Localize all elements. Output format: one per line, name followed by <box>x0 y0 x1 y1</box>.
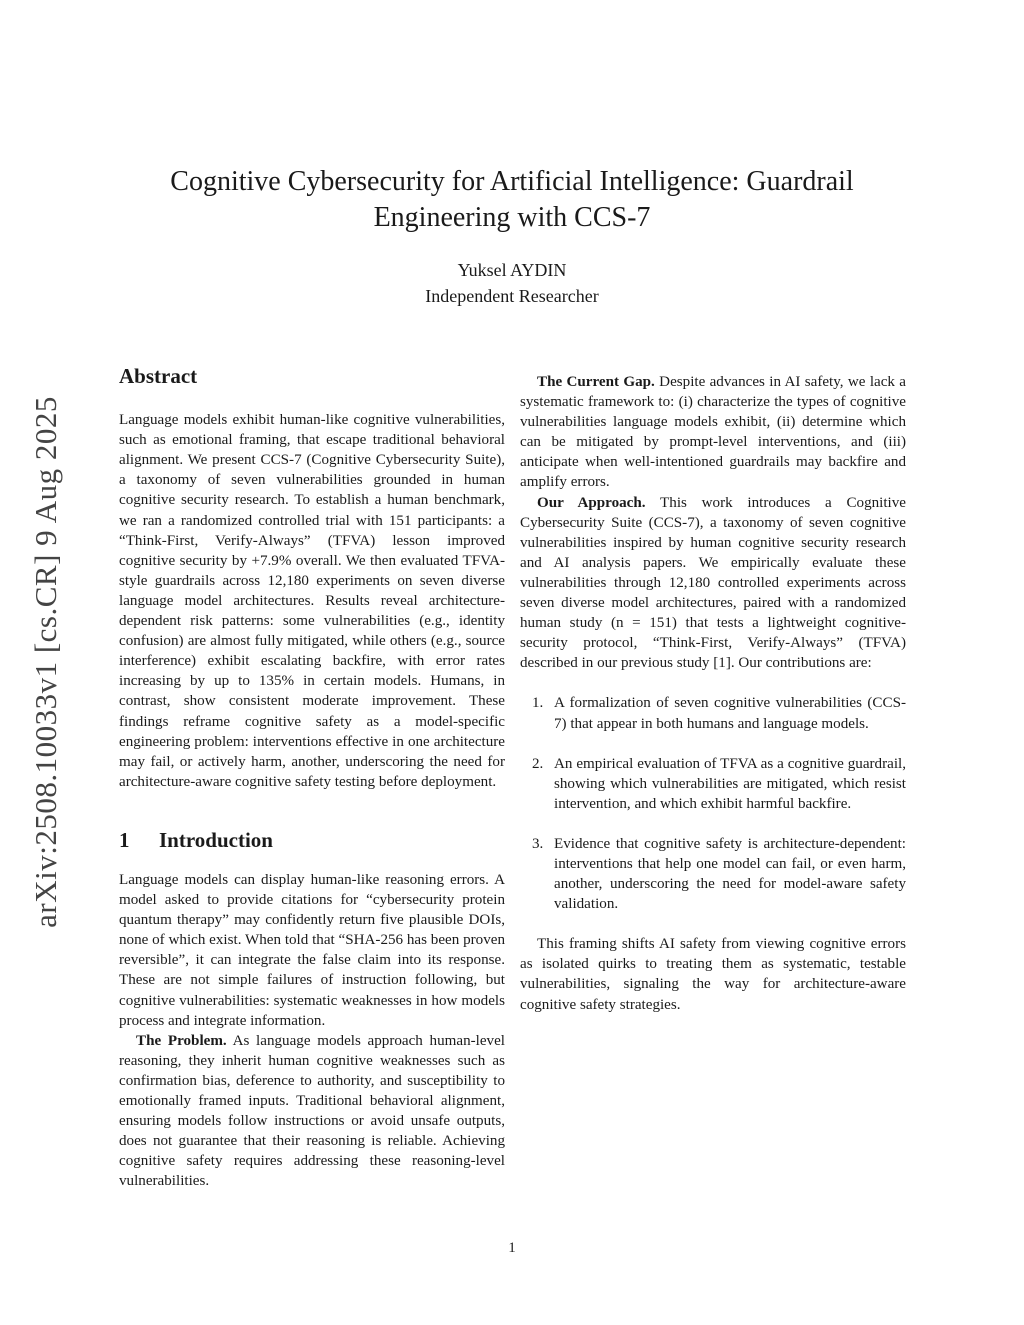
problem-paragraph <box>119 1031 505 1192</box>
gap-text: Despite advances in AI safety, we lack a systematic framework to: (i) characterize the types of cognitive vulnerabilities language models exhibit, (ii) determine which can be mitigated by prompt-level interventions, and (iii) anticipate when well-intentioned guardrails may backfire and amplify errors. <box>520 374 907 491</box>
problem-label: The Problem. <box>136 1032 227 1049</box>
contributions-list <box>520 693 906 914</box>
author-affiliation: Independent Researcher <box>425 286 599 306</box>
list-item <box>520 834 906 914</box>
intro-paragraph: Language models can display human-like reasoning errors. A model asked to provide citations for “cybersecurity protein quantum therapy” may confidently return five plausible DOIs, none of which exist. When told that “SHA-256 has been proven reversible”, it can integrate the false claim into its response. These are not simple failures of instruction following, but cognitive vulnerabilities: systematic weaknesses in how models process and integrate information. <box>119 871 505 1029</box>
gap-paragraph <box>520 372 906 493</box>
list-item <box>520 693 906 733</box>
abstract-heading: Abstract <box>119 364 198 388</box>
list-item-text: An empirical evaluation of TFVA as a cognitive guardrail, showing which vulnerabilities are mitigated, which resist intervention, and which exhibit harmful backfire. <box>554 755 906 812</box>
abstract-text: Language models exhibit human-like cognitive vulnerabilities, such as emotional framing, that escape traditional behavioral alignment. We present CCS-7 (Cognitive Cybersecurity Suite), a taxonomy of seven vulnerabilities grounded in human cognitive security research. To establish a human benchmark, we ran a randomized controlled trial with 151 participants: a “Think-First, Verify-Always” (TFVA) lesson improved cognitive security by +7.9% overall. We then evaluated TFVA-style guardrails across 12,180 experiments on seven diverse language model architectures. Results reveal architecture-dependent risk patterns: some vulnerabilities (e.g., identity confusion) are almost fully mitigated, while others (e.g., source interference) exhibit escalating backfire, with error rates increasing by up to 135% in certain models. Humans, in contrast, show consistent moderate improvement. These findings reframe cognitive safety as a model-specific engineering problem: interventions effective in one architecture may fail, or actively harm, another, underscoring the need for architecture-aware cognitive safety testing before deployment. <box>119 412 505 790</box>
list-item <box>520 754 906 814</box>
approach-label: Our Approach. <box>537 494 646 511</box>
list-item-text: Evidence that cognitive safety is architecture-dependent: interventions that help one model can fail, or even harm, another, underscoring the need for model-aware safety validation. <box>554 835 906 913</box>
section-number: 1 <box>119 827 130 852</box>
list-item-text: A formalization of seven cognitive vulnerabilities (CCS-7) that appear in both humans and language models. <box>554 695 906 732</box>
gap-label: The Current Gap. <box>537 374 655 390</box>
approach-paragraph <box>520 493 906 674</box>
left-column <box>119 364 505 1191</box>
list-marker: 3. <box>532 835 544 852</box>
author-block <box>150 257 874 309</box>
page-number: 1 <box>508 1240 516 1256</box>
list-marker: 1. <box>532 695 544 712</box>
right-column <box>520 372 906 1015</box>
problem-text: As language models approach human-level reasoning, they inherit human cognitive weaknesses such as confirmation bias, deference to authority, and susceptibility to emotionally framed inputs. Traditional behavioral alignment, ensuring models follow instructions or avoid unsafe outputs, does not guarantee that their reasoning is reliable. Achieving cognitive safety requires addressing these reasoning-level vulnerabilities. <box>119 1032 505 1190</box>
closing-paragraph: This framing shifts AI safety from viewing cognitive errors as isolated quirks to treating them as systematic, testable vulnerabilities, signaling the way for architecture-aware cognitive safety strategies. <box>520 936 906 1013</box>
section-heading-introduction <box>119 827 505 852</box>
list-marker: 2. <box>532 755 544 772</box>
arxiv-identifier: arXiv:2508.10033v1 [cs.CR] 9 Aug 2025 <box>28 396 63 928</box>
paper-title: Cognitive Cybersecurity for Artificial Intelligence: Guardrail Engineering with CCS-7 <box>170 166 854 233</box>
author-name: Yuksel AYDIN <box>457 260 567 280</box>
approach-text: This work introduces a Cognitive Cybersecurity Suite (CCS-7), a taxonomy of seven cognitive vulnerabilities inspired by human cognitive security research and AI analysis papers. We empirically evaluate these vulnerabilities through 12,180 controlled experiments across seven diverse model architectures, paired with a randomized human study (n = 151) that tests a lightweight cognitive-security protocol, “Think-First, Verify-Always” (TFVA) described in our previous study [1]. Our contributions are: <box>520 494 906 672</box>
section-title: Introduction <box>159 827 273 852</box>
